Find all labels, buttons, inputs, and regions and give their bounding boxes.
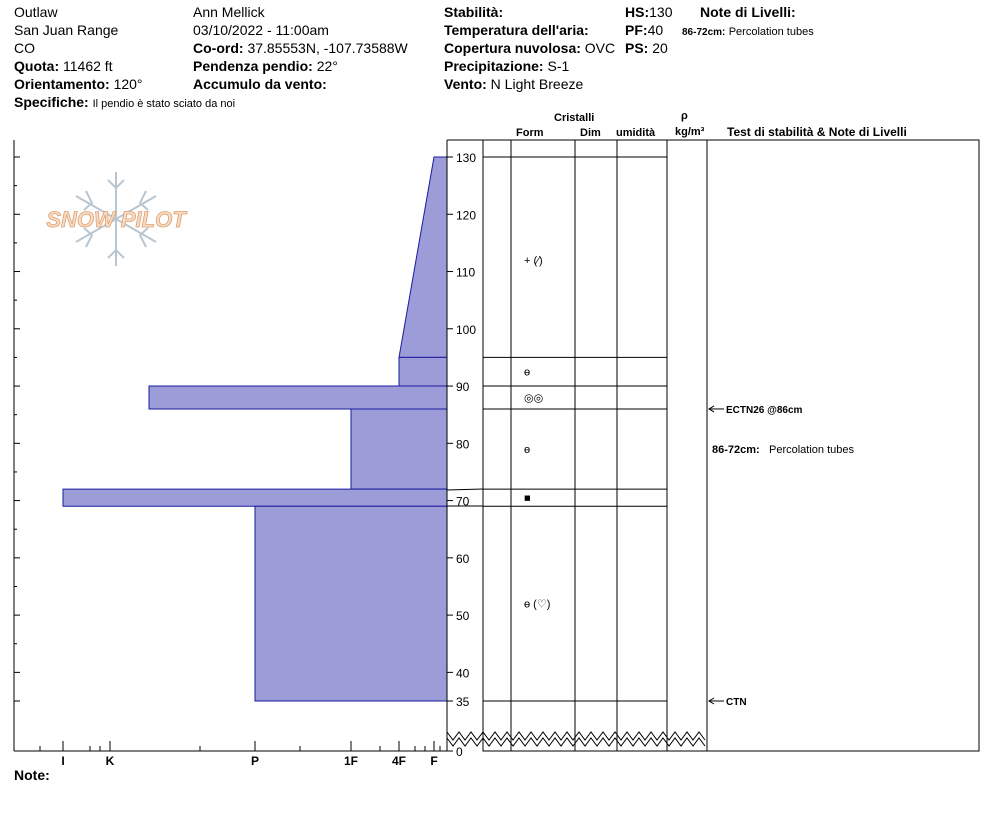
- depth-label-100: 100: [456, 322, 477, 337]
- hs-label: HS:: [625, 4, 650, 20]
- location-name: Outlaw: [14, 4, 58, 20]
- slope-label: Pendenza pendio:: [193, 58, 313, 74]
- hardness-label-1F: 1F: [343, 754, 359, 768]
- grain-form-5: ɵ (♡): [524, 598, 551, 611]
- elevation-label: Quota:: [14, 58, 60, 74]
- hardness-layer-5: [255, 506, 447, 701]
- coord-label: Co-ord:: [193, 40, 244, 56]
- mountain-range: San Juan Range: [14, 22, 119, 38]
- datetime: 03/10/2022 - 11:00am: [193, 22, 329, 38]
- depth-label-130: 130: [456, 151, 477, 165]
- hardness-layer-3: [351, 409, 447, 489]
- precip-label: Precipitazione:: [444, 58, 544, 74]
- pf-label: PF:: [625, 22, 648, 38]
- cloud-label: Copertura nuvolosa:: [444, 40, 581, 56]
- grain-form-0: + (⁄): [524, 255, 543, 268]
- wind-label: Vento:: [444, 76, 487, 92]
- aspect-label: Orientamento:: [14, 76, 110, 92]
- layer-notes-label: Note di Livelli:: [700, 4, 796, 20]
- depth-label-60: 60: [456, 551, 470, 566]
- layer-note-text: Percolation tubes: [728, 26, 814, 38]
- depth-label-90: 90: [456, 380, 470, 395]
- observer: Ann Mellick: [193, 4, 265, 20]
- ps-label: PS:: [625, 40, 649, 56]
- hardness-label-I: I: [61, 754, 65, 768]
- grain-form-3: ɵ: [524, 444, 531, 457]
- coord-value: 37.85553N, -107.73588W: [247, 40, 408, 56]
- slope-value: 22°: [316, 58, 338, 74]
- hardness-layer-1: [399, 357, 447, 386]
- depth-label-35: 35: [456, 695, 470, 709]
- axis-break-2: [447, 738, 705, 746]
- stability-test-1: CTN: [726, 697, 747, 708]
- ps-value: 20: [652, 40, 668, 56]
- rho-header: ρ: [681, 110, 688, 122]
- precip-value: S-1: [547, 58, 570, 74]
- hardness-label-F: F: [430, 754, 438, 768]
- grain-form-1: ɵ: [524, 366, 531, 379]
- depth-label-80: 80: [456, 437, 470, 452]
- stability-notes-header: Test di stabilità & Note di Livelli: [727, 125, 907, 139]
- hardness-layer-0: [399, 157, 447, 357]
- hardness-layer-2: [149, 386, 447, 409]
- moisture-header: umidità: [616, 127, 656, 139]
- air-temp-label: Temperatura dell'aria:: [444, 22, 589, 38]
- state: CO: [14, 40, 35, 56]
- axis-break: [447, 732, 705, 740]
- depth-label-40: 40: [456, 666, 470, 681]
- layer-note-chart-range: 86-72cm:: [712, 444, 760, 457]
- grain-form-2: ◎◎: [524, 392, 544, 405]
- layer-note-range: 86-72cm:: [682, 27, 726, 38]
- dim-header: Dim: [580, 127, 601, 139]
- stability-label: Stabilità:: [444, 4, 504, 20]
- wind-loading-label: Accumulo da vento:: [193, 76, 327, 92]
- specifics-label: Specifiche:: [14, 94, 89, 110]
- notes-label: Note:: [14, 767, 50, 783]
- aspect-value: 120°: [113, 76, 143, 92]
- boundary-connector: [447, 489, 483, 490]
- depth-label-0: 0: [456, 745, 463, 759]
- depth-label-50: 50: [456, 609, 470, 624]
- depth-label-110: 110: [456, 265, 476, 280]
- snowpilot-logo-text: SNOW PILOT: [46, 207, 186, 232]
- wind-value: N Light Breeze: [490, 76, 584, 92]
- depth-label-70: 70: [456, 494, 470, 509]
- hardness-layer-4: [63, 489, 447, 506]
- pf-value: 40: [647, 22, 664, 38]
- crystals-header: Cristalli: [554, 112, 595, 124]
- form-header: Form: [516, 127, 544, 139]
- density-unit-header: kg/m³: [675, 126, 705, 138]
- specifics-value: Il pendio è stato sciato da noi: [92, 98, 236, 110]
- hardness-label-K: K: [105, 754, 115, 768]
- hs-value: 130: [649, 4, 673, 20]
- depth-label-120: 120: [456, 208, 477, 223]
- hardness-label-P: P: [250, 754, 260, 768]
- hardness-label-4F: 4F: [391, 754, 407, 768]
- grain-form-4: ■: [524, 492, 531, 505]
- layer-note-chart-text: Percolation tubes: [769, 444, 854, 457]
- stability-test-0: ECTN26 @86cm: [726, 404, 803, 416]
- elevation-value: 11462 ft: [63, 58, 113, 74]
- cloud-value: OVC: [584, 40, 616, 56]
